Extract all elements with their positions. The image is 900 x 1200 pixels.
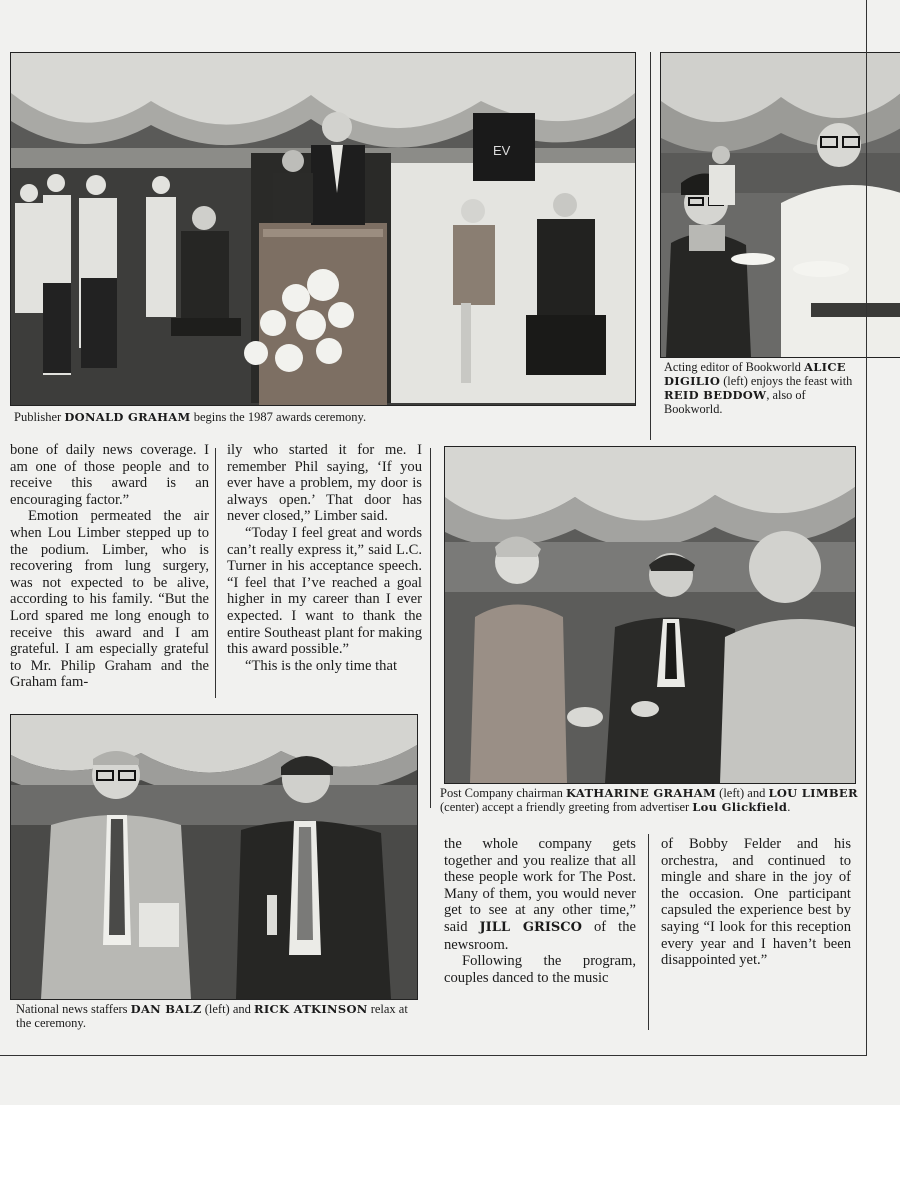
article-text: of the newsroom. [444, 918, 636, 953]
article-paragraph: ily who started it for me. I remember Phil saying, ‘If you ever have a problem, my door is always open.’ That door has never closed,” Limber said. [227, 442, 422, 525]
photo-dan-balz-rick-atkinson [10, 714, 418, 1000]
caption-text: (left) and [201, 1002, 255, 1016]
article-paragraph: Following the program, couples danced to the music [444, 953, 636, 986]
article-text: the whole company gets together and you realize that all these people work for The Post. Many of them, you would never get to see at any other time,” said [444, 836, 636, 935]
article-column-1 [10, 442, 209, 691]
page-border-right [866, 0, 867, 1055]
caption-name: DONALD GRAHAM [64, 410, 191, 424]
article-column-4 [661, 836, 851, 969]
column-rule [215, 448, 216, 698]
photo-alice-digilio-reid-beddow [660, 52, 900, 358]
speaker-sign: EV [493, 143, 511, 158]
caption-text: Publisher [14, 410, 65, 424]
page-border-bottom [0, 1055, 867, 1056]
caption-text: Acting editor of Bookworld [664, 360, 805, 374]
article-name: JILL GRISCO [479, 919, 582, 935]
photo-donald-graham-podium [10, 52, 636, 406]
caption-text: National news staffers [16, 1002, 131, 1016]
article-paragraph: “This is the only time that [245, 657, 397, 674]
caption-photo-1 [14, 410, 634, 424]
column-rule [650, 52, 651, 440]
caption-name: DAN BALZ [130, 1002, 202, 1016]
column-rule [430, 448, 431, 808]
caption-photo-2 [664, 360, 864, 416]
column-rule [648, 834, 649, 1030]
caption-text: Post Company chairman [440, 786, 567, 800]
caption-name: KATHARINE GRAHAM [566, 786, 717, 800]
caption-name: Lou Glickfield [692, 800, 788, 814]
caption-text: (left) and [716, 786, 769, 800]
caption-text: . [787, 800, 791, 814]
article-paragraph: Emotion permeated the air when Lou Limber stepped up to the podium. Limber, who is recovering from lung surgery, was not expected to be alive, according to his family. “But the Lord spared me long enough to receive this award and I am grateful. I am especially grateful to Mr. Philip Graham and the Graham fam- [10, 508, 209, 691]
article-paragraph: of Bobby Felder and his orchestra, and continued to mingle and share in the joy of the occasion. One participant capsuled the experience best by saying “I look for this reception every year and I haven’t been disappointed yet.” [661, 836, 851, 969]
photo-katharine-graham-lou-limber [444, 446, 856, 784]
caption-name: LOU LIMBER [768, 786, 858, 800]
caption-photo-3 [440, 786, 864, 814]
article-paragraph: “Today I feel great and words can’t really express it,” said L.C. Turner in his acceptance speech. “I feel that I’ve reached a goal higher in my career than I ever expected. I want to thank the entire Southeast plant for making this award possible.” [227, 524, 422, 658]
caption-name: REID BEDDOW [664, 388, 767, 402]
article-column-3 [444, 836, 636, 986]
article-paragraph [444, 836, 636, 953]
caption-photo-4 [16, 1002, 416, 1030]
caption-text: (center) accept a friendly greeting from advertiser [440, 800, 693, 814]
caption-text: begins the 1987 awards ceremony. [190, 410, 367, 424]
caption-text: (left) enjoys the feast with [720, 374, 853, 388]
article-paragraph: bone of daily news coverage. I am one of those people and to receive this award is an encouraging factor.” [10, 442, 209, 508]
caption-text: , also of Bookworld. [664, 388, 806, 416]
caption-text: relax at the ceremony. [16, 1002, 408, 1030]
article-column-2 [227, 442, 422, 674]
caption-name: ALICE DIGILIO [664, 360, 846, 388]
caption-name: RICK ATKINSON [254, 1002, 368, 1016]
